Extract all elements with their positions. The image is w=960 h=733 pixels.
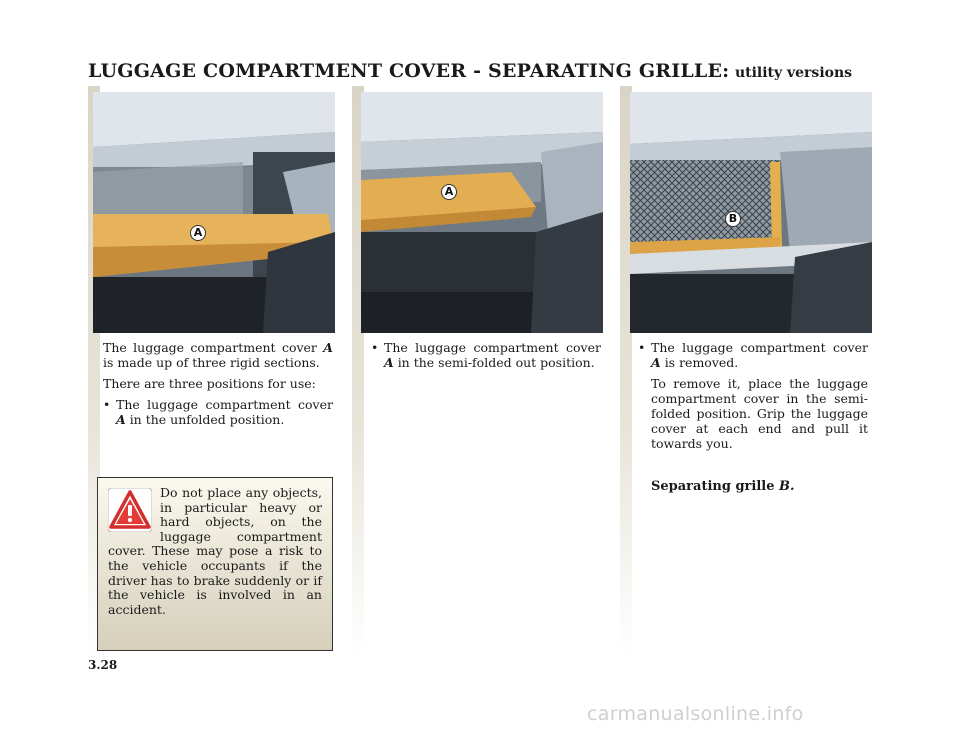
title-sub: utility versions [734,65,853,81]
intro-text-b: is made up of three rigid sections. [103,355,320,370]
grille-label: Separating grille [651,479,775,494]
bullet-dot: • [371,340,379,355]
photo-separating-grille [630,92,872,333]
photo-cover-semi-folded [361,92,603,333]
bullet-body [651,340,868,370]
warning-box [97,477,333,651]
bullet-text-b: in the semi-folded out position. [397,355,595,370]
bullet-semi-folded [371,340,601,370]
bullet-text-b: is removed. [664,355,739,370]
warning-text: Do not place any objects, in particular heavy or hard objects, on the luggage compartment cover. These may pose a risk to the vehicle occupants if the driver has to brake suddenly or if the vehicle is involved in an accident. [108,485,322,617]
warning-triangle-icon [108,488,152,532]
column-3-text [638,340,868,457]
bullet-text-b: in the unfolded position. [129,412,285,427]
footer-watermark: carmanualsonline.info [587,703,804,725]
bullet-letter: A [651,355,661,370]
removal-instructions: To remove it, place the luggage compartment cover in the semi-folded position. Grip the luggage cover at each end and pull it towards you. [651,376,868,451]
intro-paragraph [103,340,333,370]
intro-text-a: The luggage compartment cover [103,340,317,355]
photo-cover-unfolded [93,92,335,333]
bullet-text-a: The luggage compartment cover [384,340,601,355]
bullet-letter: A [384,355,394,370]
column-1-text [103,340,333,427]
label-b-badge: B [725,211,741,227]
separating-grille-heading [651,479,795,494]
bullet-letter: A [116,412,126,427]
positions-paragraph: There are three positions for use: [103,376,316,391]
bullet-text-a: The luggage compartment cover [651,340,868,355]
bullet-removed [638,340,868,370]
label-a-badge: A [190,225,206,241]
bullet-unfolded [103,397,333,427]
bullet-text-a: The luggage compartment cover [116,397,333,412]
bullet-dot: • [103,397,111,412]
bullet-body [116,397,333,427]
grille-letter: B. [779,479,795,494]
page-title [88,60,852,82]
label-a-badge: A [441,184,457,200]
column-2-text [371,340,601,370]
page-number: 3.28 [88,658,118,672]
bullet-dot: • [638,340,646,355]
intro-letter: A [323,340,333,355]
bullet-body [384,340,601,370]
title-main: LUGGAGE COMPARTMENT COVER - SEPARATING GRILLE: [88,60,730,82]
